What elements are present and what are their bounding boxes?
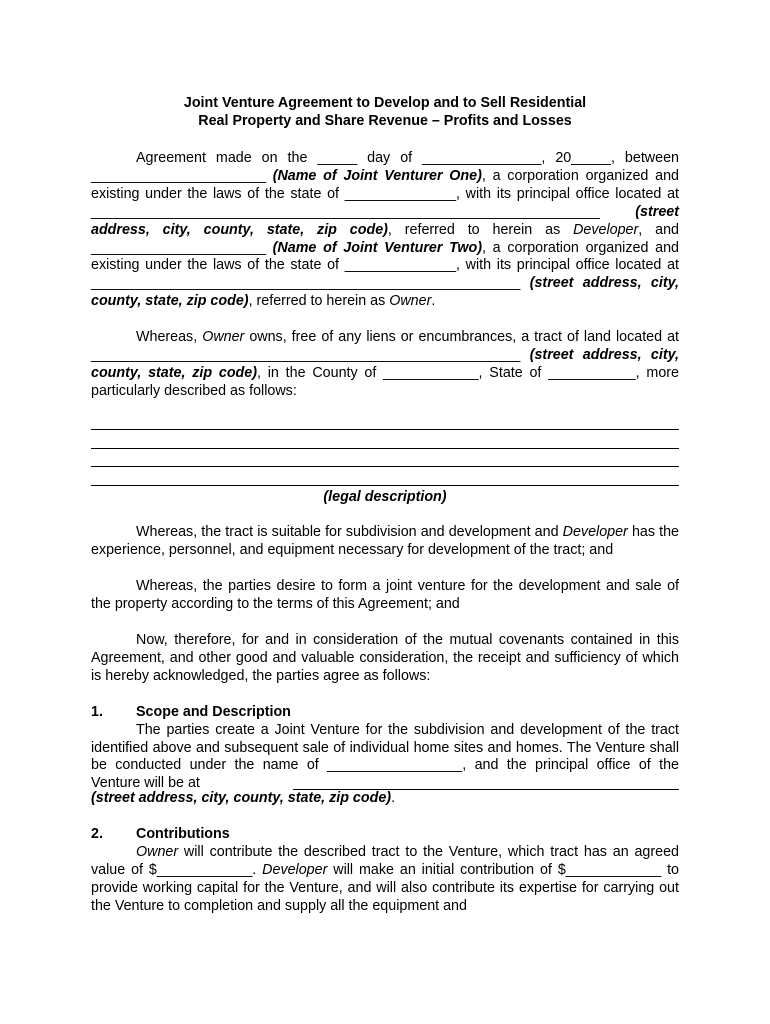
p1-text-a: Agreement made on the _____ day of _______________, 20_____, between ______________________ [91,150,679,184]
p1-text-m: . [431,293,436,310]
section-2-number: 2. [91,826,103,843]
legal-description-line[interactable] [91,449,679,468]
joint-venturer-two-label: (Name of Joint Venturer Two) [272,239,482,256]
p3-text-a: Whereas, the tract is suitable for subdivision and development and [136,524,563,541]
section-2-text-d: will make an initial contribution of $____________ to provide working capital for the Venture, and will also contribute its expertise for carrying out the Venture to completion and supply all the equipment and [91,862,680,914]
section-2-title: Contributions [136,826,230,843]
legal-description-line[interactable] [91,411,679,430]
section-1-number: 1. [91,703,103,720]
joint-venturer-one-label: (Name of Joint Venturer One) [272,167,482,184]
section-2-text-b: will contribute the described tract to the Venture, which tract has an agreed value of $____________. [91,844,679,879]
venture-office-address-label: (street address, city, county, state, zip code) [91,790,392,807]
p2-text-c: owns, free of any liens or encumbrances, a tract of land located at ______________________________________________________ [91,329,679,364]
p1-text-e: , referred to herein as [387,221,574,238]
developer-address-label: (street address, city, county, state, zip code) [91,203,679,238]
developer-term: Developer [573,221,639,238]
joint-venture-desire-paragraph: Whereas, the parties desire to form a joint venture for the development and sale of the property according to the terms of this Agreement; and [91,578,679,613]
owner-address-label: (street address, city, county, state, zip code) [91,275,679,310]
document-body [91,94,679,934]
section-1-text: The parties create a Joint Venture for the subdivision and development of the tract identified above and subsequent sale of individual home sites and homes. The Venture shall be conducted under the name of _________________, and the principal office of the Venture will be at [91,721,679,792]
p1-text-c: , a corporation organized and existing under the laws of the state of ______________, with its principal office located at ________________________________________________________________ [91,167,679,220]
p3-text-c: has the experience, personnel, and equipment necessary for development of the tract; and [91,524,679,559]
owner-term: Owner [202,329,245,346]
section-2-body [91,844,679,916]
p1-text-k: , referred to herein as [248,293,390,310]
p1-text-i: , a corporation organized and existing under the laws of the state of ______________, with its principal office located at ______________________________________________________ [91,239,679,292]
section-1-body [91,722,679,809]
section-2-heading [91,826,679,844]
title-line-2: Real Property and Share Revenue – Profits and Losses [198,113,572,129]
developer-term: Developer [262,862,328,879]
suitability-paragraph [91,524,679,560]
section-1-end: . [391,790,396,807]
consideration-paragraph: Now, therefore, for and in consideration of the mutual covenants contained in this Agreement, and other good and valuable consideration, the receipt and sufficiency of which is hereby acknowledged, the parties agree as follows: [91,631,679,684]
section-1-title: Scope and Description [136,703,291,720]
p2-text-e: , in the County of ____________, State of ___________, more particularly described as follows: [91,364,679,399]
legal-description-line[interactable] [91,430,679,449]
agreement-parties-paragraph [91,150,679,311]
venture-office-line[interactable] [291,775,679,790]
document-title [91,94,679,130]
legal-description-line[interactable] [91,467,679,486]
tract-address-label: (street address, city, county, state, zip code) [91,347,679,381]
p2-text-a: Whereas, [136,329,203,346]
owner-term: Owner [389,293,432,310]
legal-description-label: (legal description) [323,489,447,506]
legal-description-lines [91,411,679,487]
p1-text-g: , and ______________________ [91,221,679,256]
owner-term: Owner [136,844,179,861]
section-1-heading [91,704,679,722]
title-line-1: Joint Venture Agreement to Develop and to Sell Residential [183,95,587,111]
developer-term: Developer [562,524,628,541]
venture-office-blank[interactable] [293,775,679,790]
tract-paragraph [91,329,679,401]
